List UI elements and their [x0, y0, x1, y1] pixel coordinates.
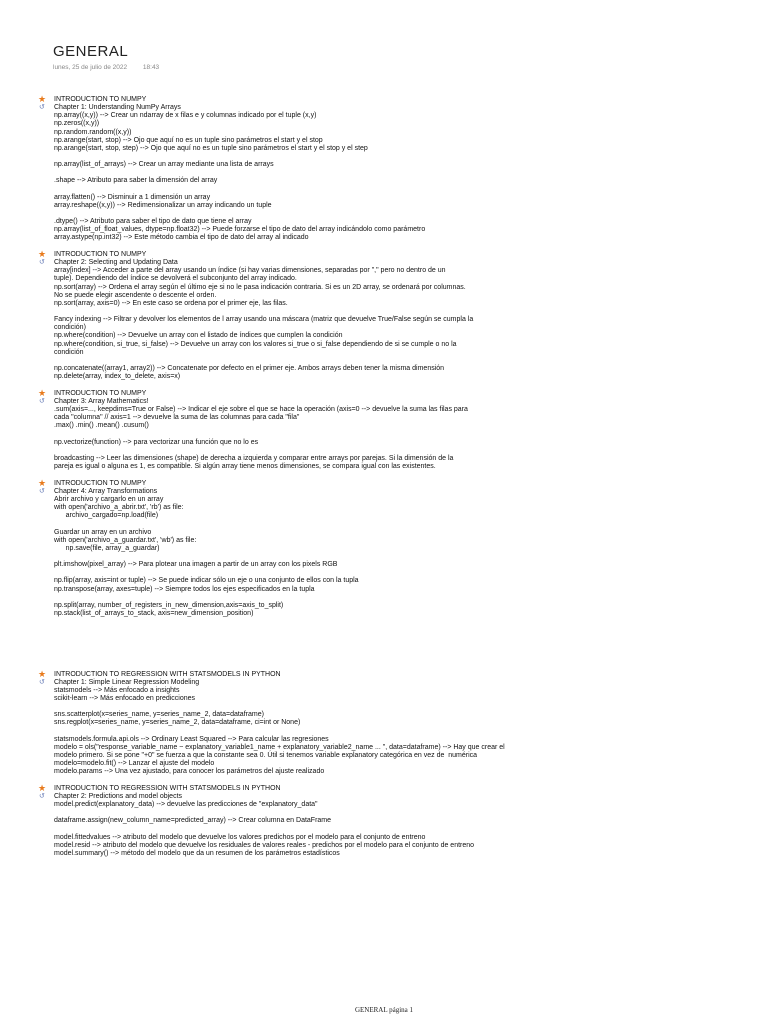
- line-text: modelo=modelo.fit() --> Lanzar el ajuste del modelo: [54, 760, 215, 768]
- note-line: [38, 120, 728, 128]
- note-line: [38, 226, 728, 234]
- note-line: [38, 529, 728, 537]
- note-line: [38, 202, 728, 210]
- line-text: np.arange(start, stop, step) --> Ojo que aquí no es un tuple sino parámetros el start y el stop y el step: [54, 144, 368, 152]
- line-text: modelo primero. Si se pone "+0" se fuerza a que la constante sea 0. Útil si tenemos variable explanatory categórica en vez de numérica: [54, 751, 478, 759]
- note-line: [38, 687, 728, 695]
- chapter-title: [38, 793, 728, 801]
- note-line: [38, 439, 728, 447]
- line-text: np.where(condition, si_true, si_false) --> Devuelve un array con los valores si_true o si_false dependiendo de si se cumple o no la: [54, 340, 457, 348]
- line-text: statsmodels.formula.api.ols --> Ordinary Least Squared --> Para calcular las regresiones: [54, 735, 329, 743]
- line-text: .dtype() --> Atributo para saber el tipo de dato que tiene el array: [54, 218, 252, 226]
- section-heading: [38, 477, 728, 488]
- line-text: np.sort(array) --> Ordena el array según el último eje si no le pasa indicación contraria. Si es un 2D array, se ordenará por columnas.: [54, 283, 466, 291]
- line-text: array.astype(np.int32) --> Este método cambia el tipo de dato del array al indicado: [54, 234, 309, 242]
- note-body: [38, 96, 728, 867]
- line-text: np.split(array, number_of_registers_in_new_dimension,axis=axis_to_split): [54, 601, 284, 609]
- note-line: [38, 349, 728, 357]
- line-text: INTRODUCTION TO NUMPY: [54, 251, 147, 259]
- note-line: [38, 512, 728, 520]
- refresh-icon: ↺: [39, 104, 45, 112]
- note-line: [38, 801, 728, 809]
- line-text: np.transpose(array, axes=tuple) --> Siempre todos los ejes especificados en la tupla: [54, 585, 315, 593]
- line-text: np.concatenate((array1, array2)) --> Concatenate por defecto en el primer eje. Ambos arrays deben tener la misma dimensión: [54, 365, 445, 372]
- note-line: [38, 455, 728, 463]
- line-text: broadcasting --> Leer las dimensiones (shape) de derecha a izquierda y comparar entre arrays por parejas. Si la dimensión de la: [54, 454, 454, 462]
- note-line: [38, 218, 728, 226]
- note-line: [38, 194, 728, 202]
- section-heading: [38, 96, 728, 104]
- note-section: [38, 96, 728, 243]
- line-text: np.stack(list_of_arrays_to_stack, axis=new_dimension_position): [54, 609, 254, 617]
- line-text: with open('archivo_a_guardar.txt', 'wb') as file:: [54, 536, 197, 544]
- note-line: [38, 752, 728, 760]
- line-text: INTRODUCTION TO REGRESSION WITH STATSMODELS IN PYTHON: [54, 784, 281, 792]
- note-line: [38, 324, 728, 332]
- note-line: [38, 736, 728, 744]
- note-line: [38, 373, 728, 381]
- chapter-title: [38, 259, 728, 267]
- line-text: No se puede elegir ascendente o descente el orden.: [54, 291, 217, 299]
- note-line: [38, 553, 728, 561]
- note-line: [38, 545, 728, 553]
- note-line: [38, 577, 728, 585]
- note-line: [38, 537, 728, 545]
- line-text: modelo.params --> Una vez ajustado, para conocer los parámetros del ajuste realizado: [54, 768, 325, 776]
- star-icon: ★: [38, 387, 47, 398]
- line-text: np.delete(array, index_to_delete, axis=x): [54, 373, 181, 381]
- note-line: [38, 760, 728, 768]
- note-line: [38, 169, 728, 177]
- note-line: [38, 357, 728, 365]
- note-line: [38, 186, 728, 194]
- note-line: [38, 768, 728, 776]
- note-line: [38, 744, 728, 752]
- star-icon: ★: [38, 249, 47, 260]
- note-line: [38, 210, 728, 218]
- line-text: condición: [54, 348, 84, 356]
- refresh-icon: ↺: [39, 793, 45, 801]
- line-text: np.array(list_of_arrays) --> Crear un array mediante una lista de arrays: [54, 161, 274, 169]
- line-text: array.flatten() --> Disminuir a 1 dimensión un array: [54, 193, 211, 201]
- line-text: np.zeros((x,y)): [54, 120, 100, 128]
- note-section: [38, 251, 728, 381]
- line-text: model.resid --> atributo del modelo que devuelve los residuales de valores reales - predichos por el modelo para el conjunto de entreno: [54, 841, 475, 849]
- line-text: Chapter 3: Array Mathematics!: [54, 397, 149, 405]
- note-line: [38, 177, 728, 185]
- line-text: INTRODUCTION TO NUMPY: [54, 96, 147, 103]
- note-line: [38, 602, 728, 610]
- chapter-title: [38, 679, 728, 687]
- note-line: [38, 292, 728, 300]
- note-line: [38, 594, 728, 602]
- section-heading: [38, 668, 728, 679]
- section-heading: [38, 387, 728, 398]
- note-line: [38, 569, 728, 577]
- note-line: [38, 300, 728, 308]
- note-line: [38, 703, 728, 711]
- note-line: [38, 316, 728, 324]
- line-text: np.random.random((x,y)): [54, 128, 132, 136]
- note-line: [38, 234, 728, 242]
- note-line: [38, 137, 728, 145]
- note-line: [38, 842, 728, 850]
- line-text: plt.imshow(pixel_array) --> Para plotear una imagen a partir de un array con los pixels RGB: [54, 561, 338, 569]
- note-date: lunes, 25 de julio de 2022: [53, 64, 128, 71]
- note-line: [38, 414, 728, 422]
- note-line: [38, 267, 728, 275]
- section-heading: [38, 782, 728, 793]
- line-text: archivo_cargado=np.load(file): [54, 512, 159, 520]
- line-text: Chapter 2: Predictions and model objects: [54, 793, 183, 801]
- line-text: Chapter 4: Array Transformations: [54, 487, 158, 495]
- note-section: [38, 782, 728, 858]
- note-line: [38, 850, 728, 858]
- note-line: [38, 284, 728, 292]
- chapter-title: [38, 398, 728, 406]
- line-text: pareja es igual o alguna es 1, es compatible. Si algún array tiene menos dimensiones, se compara igual con las existentes.: [54, 463, 436, 471]
- line-text: Abrir archivo y cargarlo en un array: [54, 495, 164, 503]
- line-text: np.flip(array, axis=int or tuple) --> Se puede indicar sólo un eje o una conjunto de ellos con la tupla: [54, 577, 359, 585]
- page-footer: GENERAL página 1: [354, 1006, 414, 1014]
- line-text: np.array((x,y)) --> Crear un ndarray de x filas e y columnas indicado por el tuple (x,y): [54, 112, 317, 120]
- line-text: np.array(list_of_float_values, dtype=np.float32) --> Puede forzarse el tipo de dato del array indicándolo como parámetro: [54, 226, 426, 234]
- note-line: [38, 463, 728, 471]
- note-line: [38, 161, 728, 169]
- refresh-icon: ↺: [39, 259, 45, 267]
- page-title: GENERAL: [53, 43, 129, 60]
- line-text: np.vectorize(function) --> para vectorizar una función que no lo es: [54, 438, 259, 446]
- line-text: cada "columna" // axis=1 --> devuelve la suma de las columnas para cada "fila": [54, 414, 300, 422]
- note-line: [38, 520, 728, 528]
- note-line: [38, 153, 728, 161]
- line-text: array[index] --> Acceder a parte del array usando un índice (si hay varias dimensiones, separadas por "," pero no dentro de un: [54, 267, 446, 275]
- line-text: np.where(condition) --> Devuelve un array con el listado de índices que cumplen la condición: [54, 332, 343, 340]
- note-line: [38, 695, 728, 703]
- star-icon: ★: [38, 782, 47, 793]
- note-line: [38, 275, 728, 283]
- note-line: [38, 834, 728, 842]
- line-text: scikit-learn --> Más enfocado en predicciones: [54, 695, 196, 702]
- note-line: [38, 145, 728, 153]
- refresh-icon: ↺: [39, 397, 45, 405]
- line-text: dataframe.assign(new_column_name=predicted_array) --> Crear columna en DataFrame: [54, 817, 332, 825]
- note-line: [38, 447, 728, 455]
- note-metadata: [53, 64, 159, 71]
- line-text: array.reshape((x,y)) --> Redimensionalizar un array indicando un tuple: [54, 201, 272, 209]
- line-text: Chapter 1: Understanding NumPy Arrays: [54, 104, 181, 112]
- line-text: sns.regplot(x=series_name, y=series_name_2, data=dataframe, ci=int or None): [54, 719, 301, 727]
- note-line: [38, 817, 728, 825]
- note-line: [38, 365, 728, 373]
- note-line: [38, 711, 728, 719]
- note-line: [38, 504, 728, 512]
- note-line: [38, 406, 728, 414]
- note-line: [38, 561, 728, 569]
- line-text: .shape --> Atributo para saber la dimensión del array: [54, 177, 218, 185]
- line-text: np.sort(array, axis=0) --> En este caso se ordena por el primer eje, las filas.: [54, 299, 288, 307]
- note-section: [38, 387, 728, 471]
- note-line: [38, 332, 728, 340]
- note-line: [38, 129, 728, 137]
- refresh-icon: ↺: [39, 678, 45, 686]
- line-text: np.arange(start, stop) --> Ojo que aquí no es un tuple sino parámetros el start y el stop: [54, 136, 323, 144]
- line-text: sns.scatterplot(x=series_name, y=series_name_2, data=dataframe): [54, 711, 264, 719]
- note-line: [38, 728, 728, 736]
- note-line: [38, 422, 728, 430]
- line-text: modelo = ols("response_variable_name ~ explanatory_variable1_name + explanatory_variable2_name ... ", data=dataframe) --> Hay que crear el: [54, 743, 505, 751]
- note-line: [38, 430, 728, 438]
- refresh-icon: ↺: [39, 487, 45, 495]
- note-line: [38, 308, 728, 316]
- line-text: INTRODUCTION TO NUMPY: [54, 479, 147, 487]
- note-section: [38, 668, 728, 777]
- note-section: [38, 477, 728, 618]
- line-text: Chapter 2: Selecting and Updating Data: [54, 259, 178, 267]
- note-line: [38, 341, 728, 349]
- note-line: [38, 496, 728, 504]
- note-line: [38, 112, 728, 120]
- line-text: model.predict(explanatory_data) --> devuelve las predicciones de "explanatory_data": [54, 801, 318, 809]
- line-text: Chapter 1: Simple Linear Regression Modeling: [54, 678, 200, 686]
- note-line: [38, 586, 728, 594]
- line-text: INTRODUCTION TO NUMPY: [54, 389, 147, 397]
- line-text: model.fittedvalues --> atributo del modelo que devuelve los valores predichos por el modelo para el conjunto de entreno: [54, 833, 426, 841]
- note-line: [38, 719, 728, 727]
- line-text: .max() .min() .mean() .cusum(): [54, 422, 149, 430]
- chapter-title: [38, 104, 728, 112]
- note-time: 18:43: [142, 64, 160, 71]
- section-heading: [38, 251, 728, 259]
- line-text: Fancy indexing --> Filtrar y devolver los elementos de l array usando una máscara (matriz que devuelve True/False según se cumpla la: [54, 316, 474, 324]
- note-line: [38, 809, 728, 817]
- line-text: .sum(axis=..., keepdims=True or False) --> Indicar el eje sobre el que se hace la operación (axis=0 --> devuelve la suma las filas para: [54, 406, 468, 414]
- line-text: model.summary() --> método del modelo que da un resumen de los parámetros estadísticos: [54, 850, 340, 858]
- note-line: [38, 610, 728, 618]
- star-icon: ★: [38, 668, 47, 679]
- line-text: condición): [54, 324, 86, 332]
- line-text: Guardar un array en un archivo: [54, 528, 152, 536]
- note-line: [38, 826, 728, 834]
- line-text: np.save(file, array_a_guardar): [54, 544, 160, 552]
- star-icon: ★: [38, 477, 47, 488]
- line-text: statsmodels --> Más enfocado a insights: [54, 686, 180, 694]
- line-text: with open('archivo_a_abrir.txt', 'rb') as file:: [54, 504, 184, 512]
- line-text: tuple). Dependiendo del índice se devolverá el subconjunto del array indicado.: [54, 275, 297, 283]
- line-text: INTRODUCTION TO REGRESSION WITH STATSMODELS IN PYTHON: [54, 670, 281, 678]
- chapter-title: [38, 488, 728, 496]
- star-icon: ★: [38, 94, 47, 104]
- section-spacer: [38, 627, 728, 671]
